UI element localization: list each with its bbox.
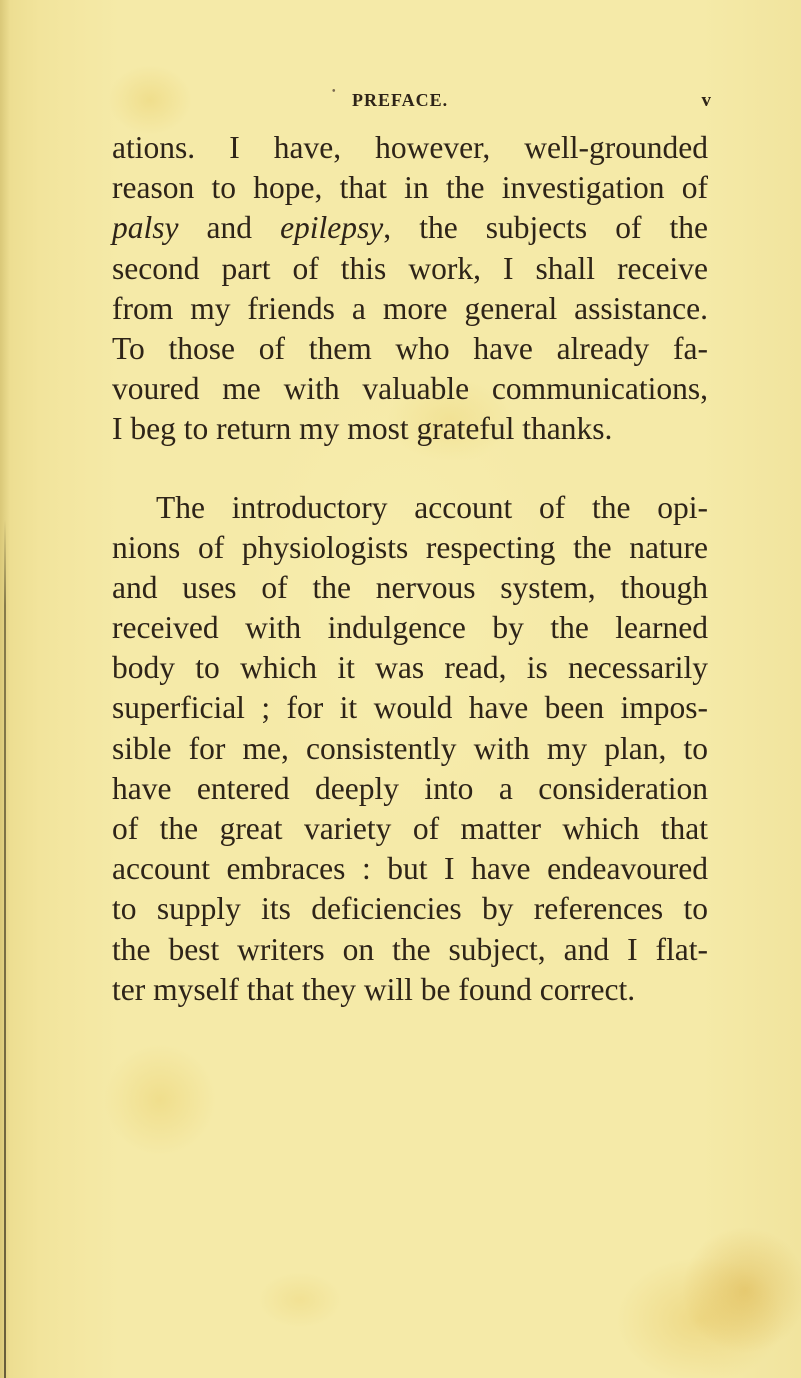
text-line: have entered deeply into a consideration [112,770,708,806]
text-line: voured me with valuable communications, [112,371,708,407]
text-line: from my friends a more general assistance. [112,290,708,326]
text-line: and uses of the nervous system, though [112,569,708,605]
text-line: sible for me, consistently with my plan, to [112,730,708,766]
text-line: The introductory account of the opi- [156,489,708,525]
text-line: received with indulgence by the learned [112,610,708,646]
text-line: ter myself that they will be found correct. [112,971,636,1007]
page-number: v [701,90,712,111]
text-fragment: , the subjects of the [383,210,708,246]
text-line: ations. I have, however, well-grounded [112,130,708,165]
text-line-with-italics [112,208,708,248]
text-line: to supply its deficiencies by references to [112,891,708,927]
body-text [112,128,708,1010]
italic-term-palsy: palsy [112,210,179,246]
text-fragment: and [178,210,281,246]
text-line: To those of them who have already fa- [112,330,708,366]
text-line: account embraces : but I have endeavoured [112,851,708,887]
running-head-title: PREFACE. [352,90,449,110]
text-line: second part of this work, I shall receive [112,250,708,286]
text-line: I beg to return my most grateful thanks. [112,411,613,447]
paragraph-2 [112,488,708,1010]
ink-speck-icon: • [332,86,337,97]
paragraph-spacer [112,450,708,488]
text-line: body to which it was read, is necessarily [112,650,708,686]
text-line: reason to hope, that in the investigation of [112,170,708,206]
italic-term-epilepsy: epilepsy [280,210,384,246]
text-line: nions of physiologists respecting the nature [112,529,708,565]
paragraph-1 [112,128,708,450]
page-binding-edge [4,520,6,1378]
text-line: superficial ; for it would have been impos- [112,690,708,726]
running-head [322,86,712,114]
text-line: of the great variety of matter which that [112,811,708,846]
text-line: the best writers on the subject, and I flat- [112,931,708,967]
